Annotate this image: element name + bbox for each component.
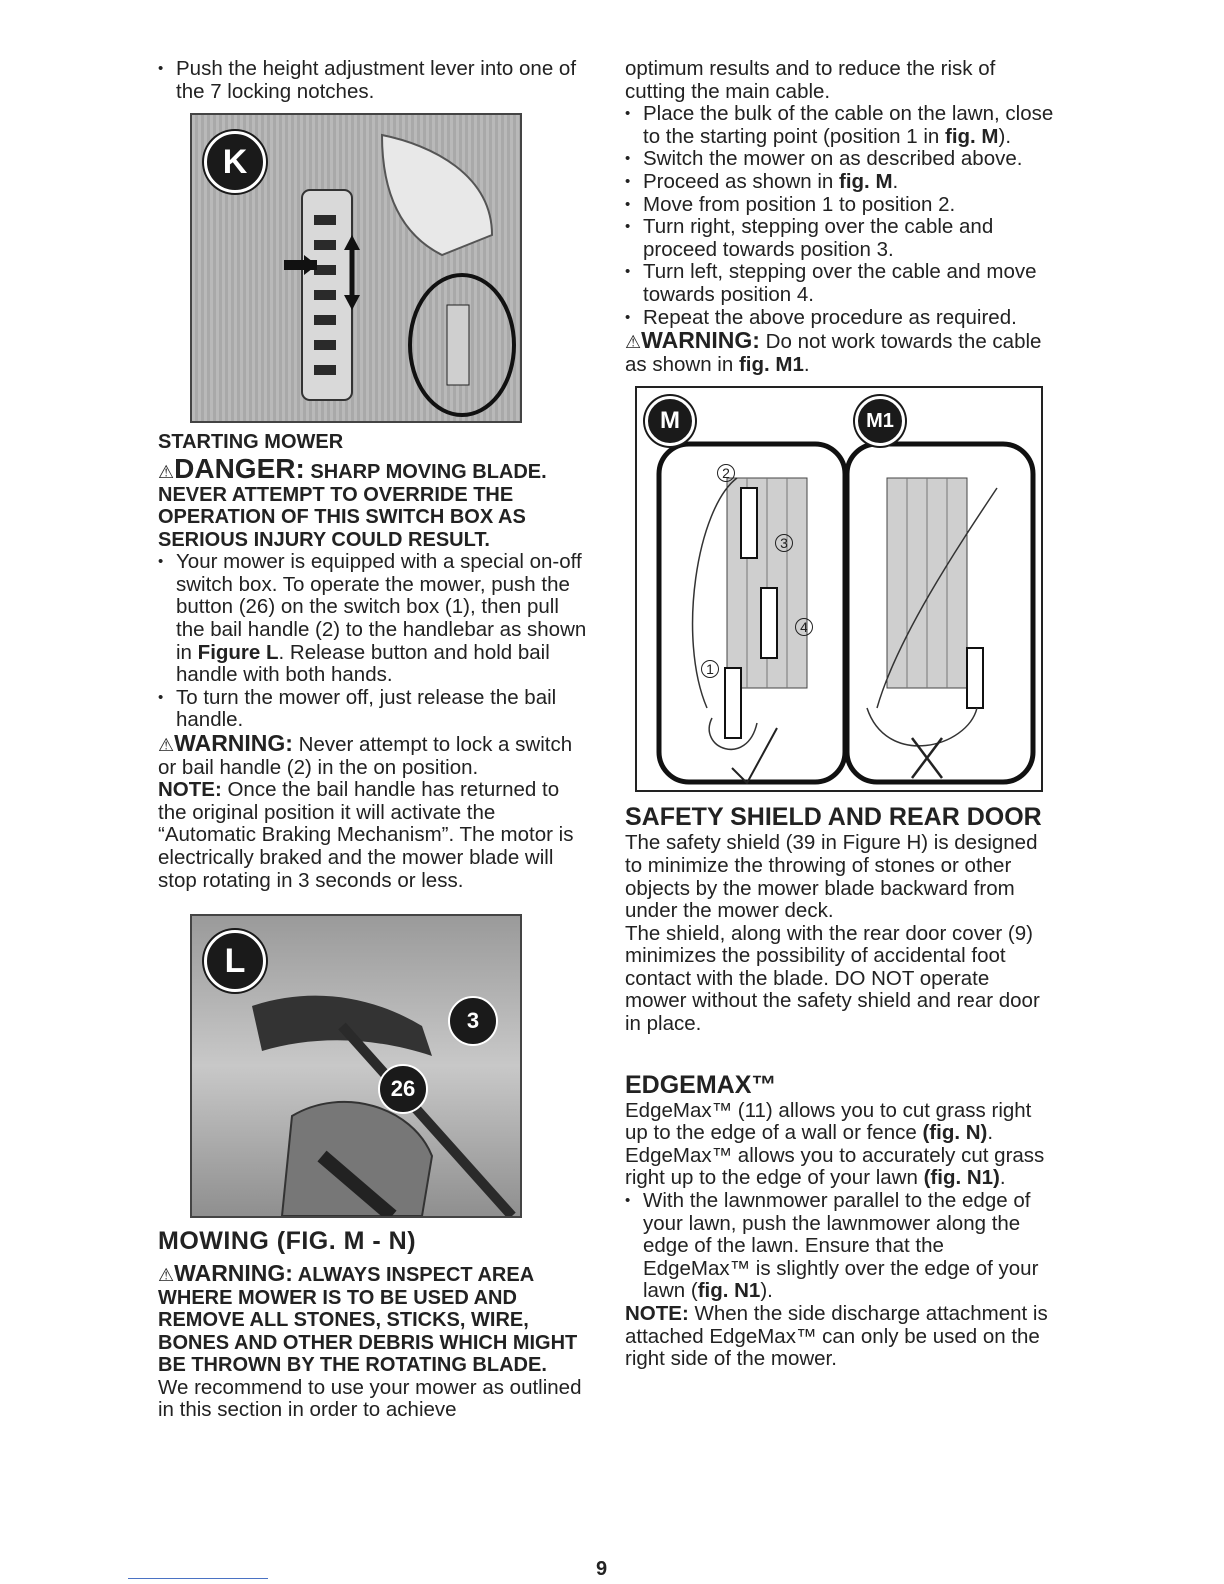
warning-triangle-icon: ⚠ [158,461,175,482]
figure-m1-badge: M1 [855,396,905,446]
cable-bullet-7: • Repeat the above procedure as required. [625,307,1055,330]
turn-off-bullet: • To turn the mower off, just release the bail handle. [158,687,588,732]
lock-warning-text: Never attempt to lock a switch or bail handle (2) in the on position. [158,732,573,779]
figure-l-badge: L [204,930,266,992]
starting-mower-heading: STARTING MOWER [158,431,344,454]
braking-note [158,779,588,892]
edgemax-paragraph-1 [625,1100,1055,1145]
callout-3: 3 [448,996,498,1046]
edgemax-bullet-tail: ). [760,1279,773,1303]
operate-mower-tail: . Release button and hold bail handle with both hands. [176,640,550,687]
edgemax-paragraph-2 [625,1145,1055,1190]
edgemax-bullet [625,1190,1055,1303]
warning-label: WARNING: [174,729,293,756]
warning-label: WARNING: [641,327,760,354]
cable-bullet-1-text: Place the bulk of the cable on the lawn, close to the starting point (position 1 in [643,102,1054,148]
safety-shield-heading: SAFETY SHIELD AND REAR DOOR [625,803,1042,832]
cable-bullet-3-tail: . [892,169,899,193]
footer-rule [128,1578,268,1579]
fig-n1-ref: (fig. N1) [923,1166,1000,1190]
cable-bullet-2: • Switch the mower on as described above. [625,148,1055,171]
cable-warning-text: Do not work towards the cable as shown in [625,330,1042,376]
edgemax-note [625,1303,1055,1371]
warning-triangle-icon: ⚠ [625,332,642,353]
position-4-label: 4 [795,618,813,636]
note-label: NOTE: [158,778,222,802]
cable-warning-tail: . [803,352,810,376]
height-lever-bullet: • Push the height adjustment lever into one of the 7 locking notches. [158,58,588,103]
edgemax-note-text: When the side discharge attachment is attached EdgeMax™ can only be used on the right side of the mower. [625,1302,1048,1371]
figure-k-badge: K [204,131,266,193]
cable-bullet-6: • Turn left, stepping over the cable and move towards position 4. [625,261,1055,306]
fig-m-ref: fig. M [945,124,999,148]
fig-n-ref: (fig. N) [922,1121,988,1145]
cable-bullet-1 [625,103,1055,148]
edgemax-paragraph-2-text: EdgeMax™ allows you to accurately cut grass right up to the edge of your lawn [625,1143,1045,1190]
callout-26: 26 [378,1064,428,1114]
figure-m-diagram [635,386,1043,792]
cable-bullet-4: • Move from position 1 to position 2. [625,194,1055,217]
page-number: 9 [596,1558,608,1580]
note-label: NOTE: [625,1302,689,1325]
continued-text: optimum results and to reduce the risk of cutting the main cable. [625,57,996,103]
edgemax-bullet-text: With the lawnmower parallel to the edge of your lawn, push the lawnmower along the edge of the lawn. Ensure that the EdgeMax™ is slightly over the edge of your lawn ( [643,1189,1039,1303]
operate-mower-text: Your mower is equipped with a special on-off switch box. To operate the mower, push the button (26) on the switch box (1), then pull the bail handle (2) to the handlebar as shown in [176,550,587,664]
height-lever-illustration [192,115,520,421]
braking-note-text: Once the bail handle has returned to the original position it will activate the “Automatic Braking Mechanism”. The motor is electrically braked and the mower blade will stop rotating in 3 seconds or less. [158,778,574,892]
mowing-heading: MOWING (FIG. M - N) [158,1227,417,1256]
danger-label: DANGER: [174,452,305,484]
fig-n1-ref: fig. N1 [697,1279,761,1303]
figure-l-photo [190,914,522,1218]
position-2-label: 2 [717,464,735,482]
mowing-warning [158,1262,588,1377]
warning-triangle-icon: ⚠ [158,734,175,755]
mowing-pattern-diagram [637,388,1041,790]
position-1-label: 1 [701,660,719,678]
cable-warning [625,329,1055,376]
edgemax-heading: EDGEMAX™ [625,1070,777,1099]
danger-text: SHARP MOVING BLADE. NEVER ATTEMPT TO OVERRIDE THE OPERATION OF THIS SWITCH BOX AS SERIOUS INJURY COULD RESULT. [158,460,547,551]
figure-l-ref: Figure L [197,640,279,664]
cable-bullet-3 [625,171,1055,194]
cable-bullet-1-tail: ). [998,124,1012,148]
fig-m-ref: fig. M [839,169,893,193]
warning-triangle-icon: ⚠ [158,1265,175,1286]
warning-label: WARNING: [174,1260,293,1287]
left-column [158,58,588,1422]
mowing-text: We recommend to use your mower as outlined in this section in order to achieve [158,1375,582,1422]
safety-shield-text-2: The shield, along with the rear door cover (9) minimizes the possibility of accidental foot contact with the blade. DO NOT operate mower without the safety shield and rear door in place. [625,921,1040,1036]
danger-statement [158,454,588,552]
edgemax-paragraph-1-tail: . [987,1121,994,1145]
edgemax-paragraph-1-text: EdgeMax™ (11) allows you to cut grass right up to the edge of a wall or fence [625,1098,1032,1145]
safety-shield-text-1: The safety shield (39 in Figure H) is designed to minimize the throwing of stones or other objects by the mower blade backward from under the mower deck. [625,831,1038,923]
figure-k-photo [190,113,522,423]
figure-m-badge: M [645,396,695,446]
right-column [625,58,1055,1371]
mowing-warning-text: ALWAYS INSPECT AREA WHERE MOWER IS TO BE USED AND REMOVE ALL STONES, STICKS, WIRE, BONES AND OTHER DEBRIS WHICH MIGHT BE THROWN BY THE ROTATING BLADE. [158,1264,578,1377]
fig-m1-ref: fig. M1 [738,352,804,376]
position-3-label: 3 [775,534,793,552]
operate-mower-bullet [158,551,588,687]
cable-bullet-3-text: Proceed as shown in [643,169,834,193]
edgemax-paragraph-2-tail: . [999,1166,1006,1190]
cable-bullet-5: • Turn right, stepping over the cable and proceed towards position 3. [625,216,1055,261]
lock-warning [158,729,588,779]
